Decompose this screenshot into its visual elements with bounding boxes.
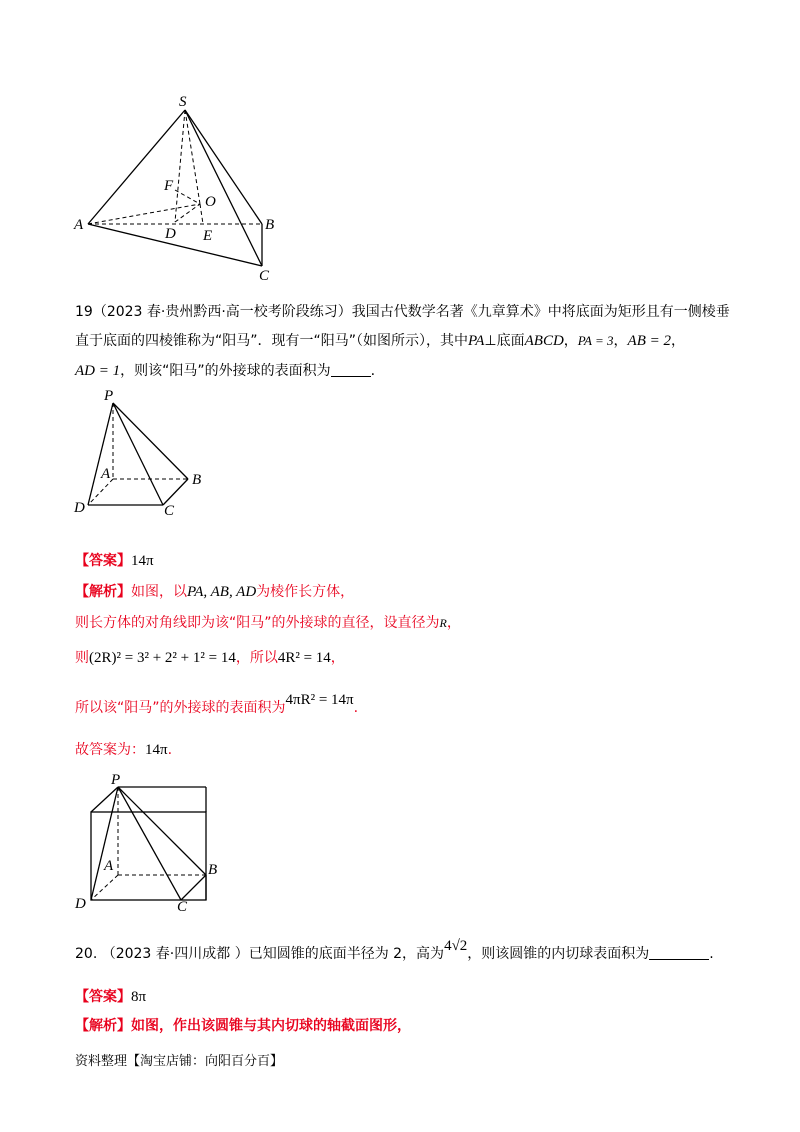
ans19-final: 故答案为：14π.: [75, 742, 173, 758]
ans20-jiexi: 【解析】如图，作出该圆锥与其内切球的轴截面图形，: [75, 1018, 411, 1034]
label-P: P: [111, 772, 121, 788]
answer-blank: [331, 362, 371, 377]
label-B: B: [192, 472, 202, 488]
label-O: O: [205, 194, 216, 210]
label-F: F: [164, 178, 174, 194]
label-C: C: [177, 899, 188, 913]
answer-blank: [649, 945, 709, 960]
label-C: C: [259, 268, 270, 282]
label-B: B: [208, 862, 218, 878]
label-D: D: [74, 500, 85, 516]
ans19-jiexi-4: 所以该“阳马”的外接球的表面积为4πR² = 14π.: [75, 692, 359, 716]
ans19-answer: 【答案】14π: [75, 553, 154, 569]
ans19-jiexi-1: 【解析】如图，以PA, AB, AD为棱作长方体，: [75, 584, 355, 600]
q20-line: 20. （2023 春·四川成都 ）已知圆锥的底面半径为 2，高为4√2，则该圆锥的内切球表面积为 .: [75, 938, 714, 962]
label-P: P: [104, 388, 114, 404]
label-D: D: [75, 896, 86, 912]
q19-line1: 19（2023 春·贵州黔西·高一校考阶段练习）我国古代数学名著《九章算术》中将底面为矩形且有一侧棱垂: [75, 304, 730, 320]
ans20-answer: 【答案】8π: [75, 989, 147, 1005]
label-C: C: [164, 503, 175, 519]
figure-yangma: [70, 385, 210, 520]
label-A: A: [101, 466, 111, 482]
ans19-jiexi-2: 则长方体的对角线即为该“阳马”的外接球的直径，设直径为R，: [75, 615, 461, 631]
q19-line3: AD = 1，则该“阳马”的外接球的表面积为 .: [75, 363, 376, 379]
ans19-jiexi-3: 则(2R)² = 3² + 2² + 1² = 14，所以4R² = 14，: [75, 650, 345, 666]
q19-line2: 直于底面的四棱锥称为“阳马”．现有一“阳马”（如图所示），其中PA⊥底面ABCD，PA = 3，AB = 2，: [75, 333, 685, 349]
figure-cuboid: [70, 768, 220, 913]
label-D: D: [165, 226, 176, 242]
footer-source: 资料整理【淘宝店铺：向阳百分百】: [75, 1054, 284, 1069]
label-B: B: [265, 217, 275, 233]
label-E: E: [203, 228, 213, 244]
figure-pyramid-sabc: [70, 92, 290, 282]
label-A: A: [104, 858, 114, 874]
label-A: A: [74, 217, 84, 233]
label-S: S: [179, 94, 187, 110]
